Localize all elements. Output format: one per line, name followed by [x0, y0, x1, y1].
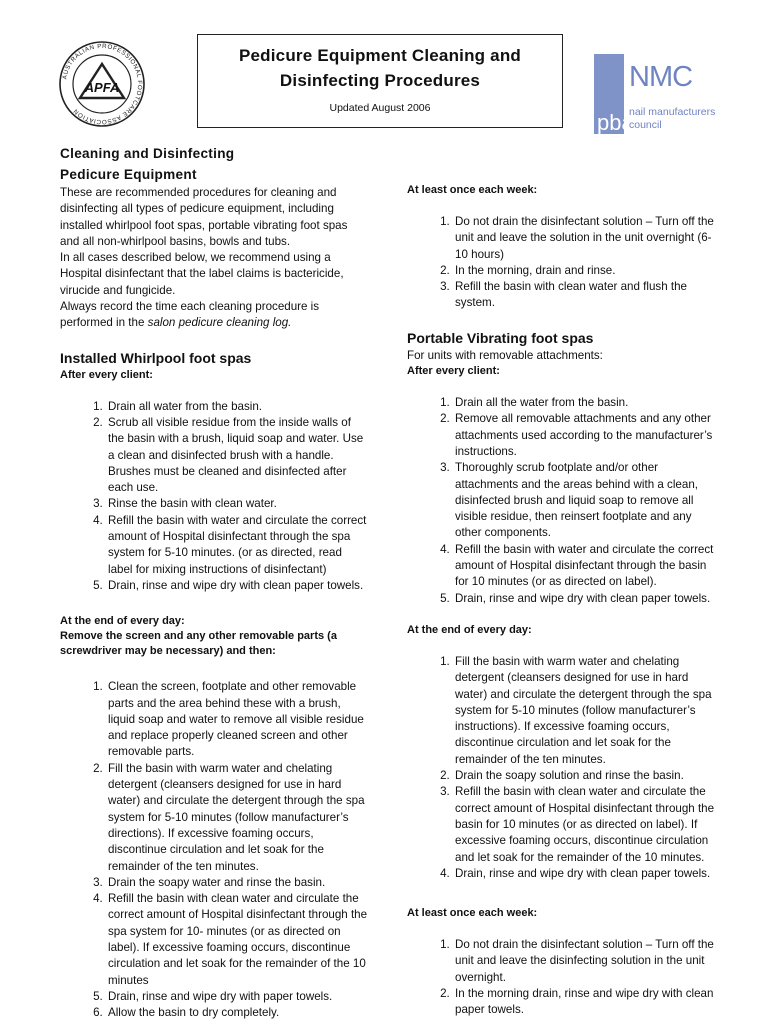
portable-section-subtitle: For units with removable attachments: — [407, 348, 603, 362]
whirlpool-end-day-subheading: Remove the screen and any other removable parts (a screwdriver may be necessary) and then: — [60, 630, 337, 658]
whirlpool-end-day-list — [60, 679, 368, 1021]
list-item: 1. Drain all water from the basin. — [106, 399, 368, 415]
list-item: 6. Allow the basin to dry completely. — [106, 1005, 368, 1021]
list-item: 2. In the morning drain, rinse and wipe dry with clean paper towels. — [453, 986, 717, 1019]
list-item: 1. Do not drain the disinfectant solution – Turn off the unit and leave the disinfecting solution in the unit overnight. — [453, 937, 717, 986]
whirlpool-after-client-list — [60, 399, 368, 595]
nmc-logo-sub2: council — [629, 119, 662, 131]
main-heading-line-2: Pedicure Equipment — [60, 167, 197, 182]
intro-paragraph-2: In all cases described below, we recommend using a Hospital disinfectant that the label claims is bactericide, virucide and fungicide. — [60, 251, 344, 297]
list-item: 1. Drain all the water from the basin. — [453, 395, 717, 411]
list-item: 3. Drain the soapy water and rinse the basin. — [106, 875, 368, 891]
list-item: 4. Refill the basin with water and circulate the correct amount of Hospital disinfectant through the spa system for 5-10 minutes. (or as directed, read label for mixing instructions of disinfectant) — [106, 513, 368, 578]
document-title — [198, 43, 562, 93]
apfa-logo-text: APFA — [84, 80, 120, 95]
main-heading-line-1: Cleaning and Disinfecting — [60, 146, 235, 161]
list-item: 2. In the morning, drain and rinse. — [453, 263, 717, 279]
updated-date: Updated August 2006 — [329, 102, 431, 114]
salon-log-reference: salon pedicure cleaning log. — [147, 316, 292, 330]
list-item: 5. Drain, rinse and wipe dry with clean paper towels. — [453, 591, 717, 607]
main-heading — [60, 143, 368, 185]
list-item: 3. Rinse the basin with clean water. — [106, 496, 368, 512]
title-line-2: Disinfecting Procedures — [279, 71, 481, 90]
intro-paragraph-1: These are recommended procedures for cleaning and disinfecting all types of pedicure equipment, including installed whirlpool foot spas, portable vibrating foot spas and all non-whirlpool basins, bowls and tubs. — [60, 186, 348, 248]
list-item: 4. Refill the basin with clean water and circulate the correct amount of Hospital disinfectant through the spa system for 10- minutes (or as directed on label). If excessive foaming occurs, discontinue circulation and let soak for the remainder of the 10 minutes — [106, 891, 368, 989]
list-item: 2. Scrub all visible residue from the inside walls of the basin with a brush, liquid soap and water. Use a clean and disinfected brush with a handle. Brushes must be cleaned and disinfected after each use. — [106, 415, 368, 496]
list-item: 2. Remove all removable attachments and any other attachments used according to the manufacturer’s instructions. — [453, 411, 717, 460]
whirlpool-section-title: Installed Whirlpool foot spas — [60, 349, 252, 366]
whirlpool-after-client-heading: After every client: — [60, 368, 153, 381]
portable-section-title: Portable Vibrating foot spas — [407, 329, 594, 346]
list-item: 5. Drain, rinse and wipe dry with clean paper towels. — [106, 578, 368, 594]
list-item: 2. Drain the soapy solution and rinse the basin. — [453, 768, 717, 784]
nmc-logo-text: NMC — [629, 61, 693, 93]
portable-end-day-list — [407, 654, 717, 882]
portable-weekly-heading: At least once each week: — [407, 907, 538, 920]
list-item: 1. Clean the screen, footplate and other removable parts and the area behind these with a brush, liquid soap and water to remove all visible residue and replace properly cleaned screen and other removable parts. — [106, 679, 368, 760]
left-column — [60, 143, 368, 1021]
list-item: 4. Drain, rinse and wipe dry with clean paper towels. — [453, 866, 717, 882]
title-line-1: Pedicure Equipment Cleaning and — [238, 46, 522, 65]
intro-3-text: Always record the time each cleaning procedure is performed in the — [60, 300, 320, 330]
whirlpool-weekly-list — [407, 214, 717, 312]
apfa-ring-text: AUSTRALIAN PROFESSIONAL FOOTCARE ASSOCIATION — [61, 42, 144, 126]
title-box — [197, 34, 563, 128]
whirlpool-weekly-heading: At least once each week: — [407, 184, 538, 196]
nmc-logo — [592, 52, 716, 135]
list-item: 4. Refill the basin with water and circulate the correct amount of Hospital disinfectant through the basin for 10 minutes (or as directed on label). — [453, 542, 717, 591]
portable-after-client-heading: After every client: — [407, 365, 500, 378]
list-item: 1. Fill the basin with warm water and chelating detergent (cleansers designed for use in hard water) and circulate the detergent through the spa system for 5-10 minutes (follow manufacturer’s instructions). If excessive foaming occurs, discontinue circulation and let soak for the remainder of the ten minutes. — [453, 654, 717, 768]
list-item: 1. Do not drain the disinfectant solution – Turn off the unit and leave the solution in the unit overnight (6-10 hours) — [453, 214, 717, 263]
right-column — [407, 183, 717, 1019]
portable-end-day-heading: At the end of every day: — [407, 623, 532, 636]
portable-after-client-list — [407, 395, 717, 607]
list-item: 3. Thoroughly scrub footplate and/or other attachments and the areas behind with a clean, disinfected brush and liquid soap to remove all visible residue, then reinsert footplate and any other components. — [453, 460, 717, 541]
pba-logo-text: pba — [597, 110, 634, 135]
list-item: 5. Drain, rinse and wipe dry with paper towels. — [106, 989, 368, 1005]
nmc-logo-sub1: nail manufacturers — [629, 106, 716, 118]
whirlpool-end-day-heading: At the end of every day: — [60, 615, 185, 628]
apfa-logo — [58, 40, 146, 128]
portable-weekly-list — [407, 937, 717, 1018]
list-item: 2. Fill the basin with warm water and chelating detergent (cleansers designed for use in hard water) and circulate the detergent through the spa system for 5-10 minutes (follow manufacturer’s directions). If excessive foaming occurs, discontinue circulation and let soak for the remainder of the ten minutes. — [106, 761, 368, 875]
list-item: 3. Refill the basin with clean water and flush the system. — [453, 279, 717, 312]
list-item: 3. Refill the basin with clean water and circulate the correct amount of Hospital disinfectant through the basin for 10 minutes (or as directed on label). If excessive foaming occurs, discontinue circulation and let soak for the remainder of the 10 minutes. — [453, 784, 717, 865]
intro-paragraph-3 — [60, 299, 368, 332]
